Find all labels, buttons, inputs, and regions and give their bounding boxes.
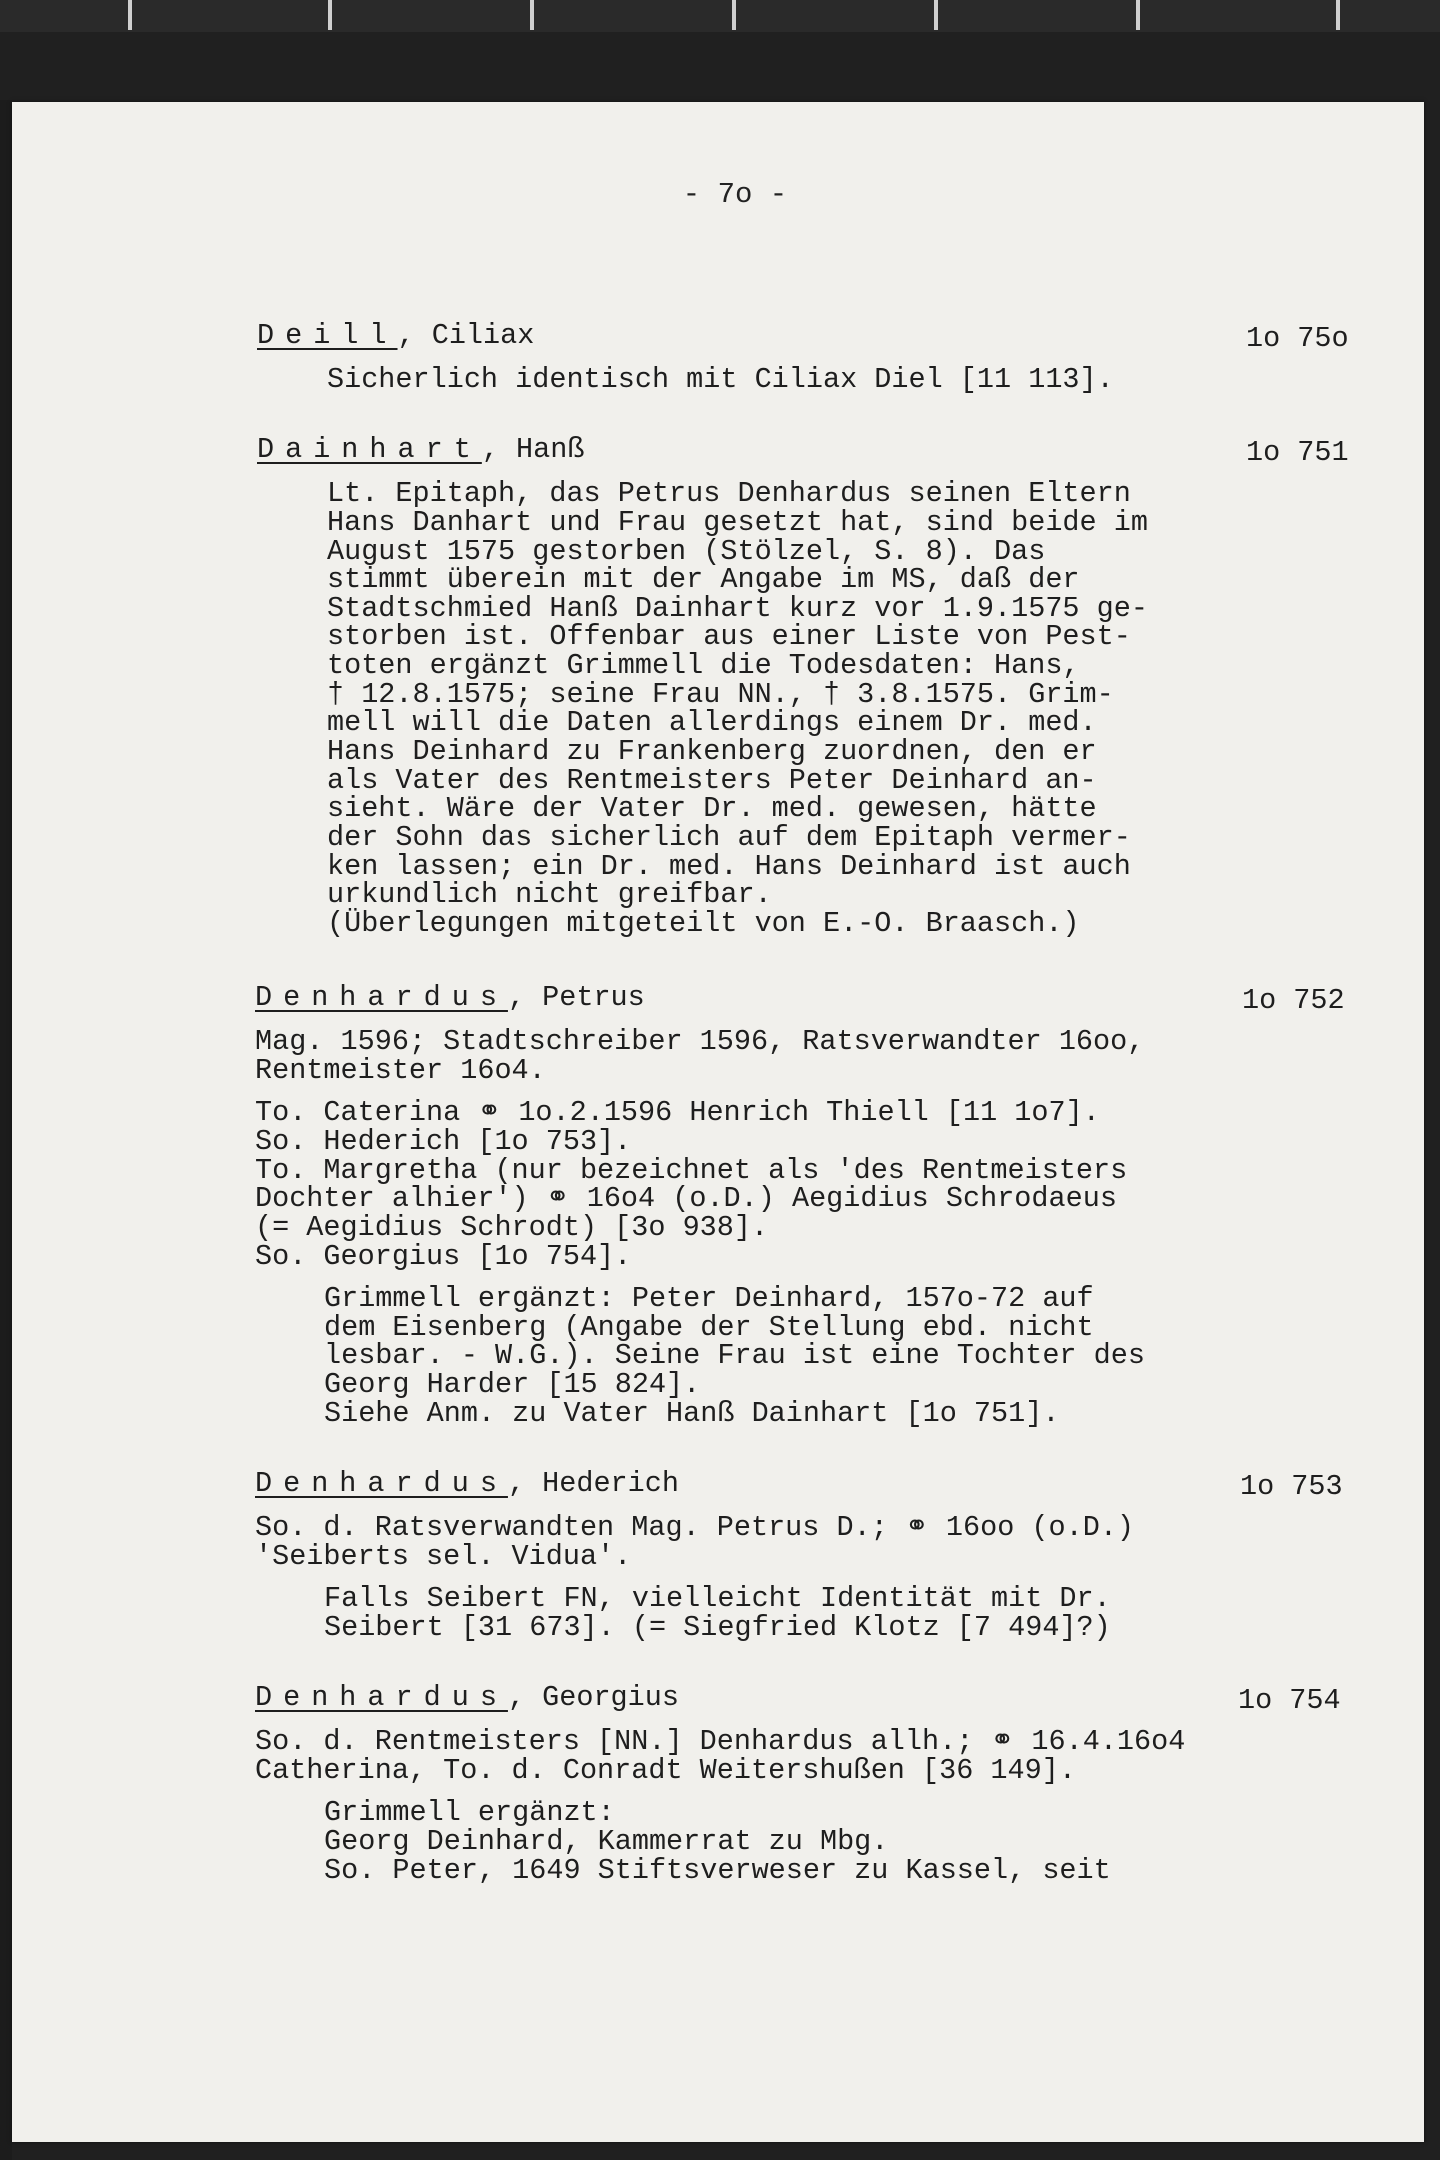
note-line: Grimmell ergänzt:	[324, 1796, 615, 1829]
entry-given-name: , Ciliax	[397, 319, 535, 352]
child-line: (= Aegidius Schrodt) [3o 938].	[255, 1211, 769, 1244]
child-line: Dochter alhier') ⚭ 16o4 (o.D.) Aegidius Schrodaeus	[255, 1182, 1117, 1215]
film-perforation	[934, 0, 938, 30]
note-line: Falls Seibert FN, vielleicht Identität mit Dr.	[324, 1582, 1111, 1615]
entry-text-line: stimmt überein mit der Angabe im MS, daß der	[327, 563, 1080, 596]
note-line: Georg Harder [15 824].	[324, 1368, 701, 1401]
film-perforation	[128, 0, 132, 30]
entry-surname: Denhardus	[255, 981, 508, 1014]
entry-text-line: (Überlegungen mitgeteilt von E.-O. Braasch.)	[327, 907, 1080, 940]
entry-text-line: Hans Danhart und Frau gesetzt hat, sind beide im	[327, 506, 1148, 539]
entry-number: 1o 75o	[1246, 322, 1349, 355]
film-perforation	[328, 0, 332, 30]
note-line: dem Eisenberg (Angabe der Stellung ebd. nicht	[324, 1311, 1094, 1344]
entry-surname: Deill	[257, 319, 398, 352]
entry-surname: Denhardus	[255, 1467, 508, 1500]
entry-text-line: urkundlich nicht greifbar.	[327, 878, 772, 911]
entry-given-name: , Hanß	[481, 433, 585, 466]
child-line: To. Margretha (nur bezeichnet als 'des Rentmeisters	[255, 1154, 1128, 1187]
entry-given-name: , Georgius	[507, 1681, 679, 1714]
film-perforation	[1136, 0, 1140, 30]
entry-text-line: Rentmeister 16o4.	[255, 1054, 546, 1087]
entry-text-line: So. d. Ratsverwandten Mag. Petrus D.; ⚭ 16oo (o.D.)	[255, 1511, 1135, 1544]
note-line: Georg Deinhard, Kammerrat zu Mbg.	[324, 1825, 889, 1858]
entry-number: 1o 753	[1240, 1470, 1343, 1503]
entry-given-name: , Hederich	[507, 1467, 679, 1500]
entry-text-line: Hans Deinhard zu Frankenberg zuordnen, den er	[327, 735, 1097, 768]
entry-heading	[255, 981, 645, 1014]
entry-text-line: August 1575 gestorben (Stölzel, S. 8). Das	[327, 535, 1046, 568]
entry-text-line: Mag. 1596; Stadtschreiber 1596, Ratsverwandter 16oo,	[255, 1025, 1145, 1058]
note-line: lesbar. - W.G.). Seine Frau ist eine Tochter des	[324, 1339, 1145, 1372]
page-number: - 7o -	[682, 178, 788, 211]
entry-heading	[257, 319, 535, 352]
film-perforation	[530, 0, 534, 30]
entry-text-line: sieht. Wäre der Vater Dr. med. gewesen, hätte	[327, 792, 1097, 825]
entry-text-line: † 12.8.1575; seine Frau NN., † 3.8.1575. Grim-	[327, 678, 1114, 711]
film-strip-top	[0, 0, 1440, 32]
entry-surname: Dainhart	[257, 433, 482, 466]
note-line: Grimmell ergänzt: Peter Deinhard, 157o-72 auf	[324, 1282, 1094, 1315]
entry-number: 1o 754	[1238, 1684, 1341, 1717]
film-strip-left	[0, 100, 12, 2160]
entry-text-line: storben ist. Offenbar aus einer Liste von Pest-	[327, 620, 1131, 653]
entry-text-line: Sicherlich identisch mit Ciliax Diel [11 113].	[327, 363, 1114, 396]
film-perforation	[1336, 0, 1340, 30]
entry-text-line: Stadtschmied Hanß Dainhart kurz vor 1.9.1575 ge-	[327, 592, 1148, 625]
note-line: Siehe Anm. zu Vater Hanß Dainhart [1o 751].	[324, 1397, 1060, 1430]
note-line: So. Peter, 1649 Stiftsverweser zu Kassel, seit	[324, 1854, 1111, 1887]
film-perforation	[732, 0, 736, 30]
entry-surname: Denhardus	[255, 1681, 508, 1714]
child-line: So. Georgius [1o 754].	[255, 1240, 632, 1273]
entry-text-line: 'Seiberts sel. Vidua'.	[255, 1540, 632, 1573]
child-line: So. Hederich [1o 753].	[255, 1125, 632, 1158]
entry-heading	[255, 1467, 679, 1500]
entry-text-line: ken lassen; ein Dr. med. Hans Deinhard ist auch	[327, 850, 1131, 883]
entry-heading	[255, 1681, 679, 1714]
entry-text-line: Lt. Epitaph, das Petrus Denhardus seinen Eltern	[327, 477, 1131, 510]
entry-text-line: toten ergänzt Grimmell die Todesdaten: Hans,	[327, 649, 1080, 682]
entry-given-name: , Petrus	[507, 981, 645, 1014]
entry-text-line: der Sohn das sicherlich auf dem Epitaph vermer-	[327, 821, 1131, 854]
child-line: To. Caterina ⚭ 1o.2.1596 Henrich Thiell [11 1o7].	[255, 1096, 1100, 1129]
entry-text-line: Catherina, To. d. Conradt Weitershußen [36 149].	[255, 1754, 1076, 1787]
entry-text-line: mell will die Daten allerdings einem Dr. med.	[327, 706, 1097, 739]
entry-number: 1o 752	[1242, 984, 1345, 1017]
entry-heading	[257, 433, 585, 466]
entry-number: 1o 751	[1246, 436, 1349, 469]
note-line: Seibert [31 673]. (= Siegfried Klotz [7 494]?)	[324, 1611, 1111, 1644]
entry-text-line: als Vater des Rentmeisters Peter Deinhard an-	[327, 764, 1097, 797]
entry-text-line: So. d. Rentmeisters [NN.] Denhardus allh.; ⚭ 16.4.16o4	[255, 1725, 1186, 1758]
